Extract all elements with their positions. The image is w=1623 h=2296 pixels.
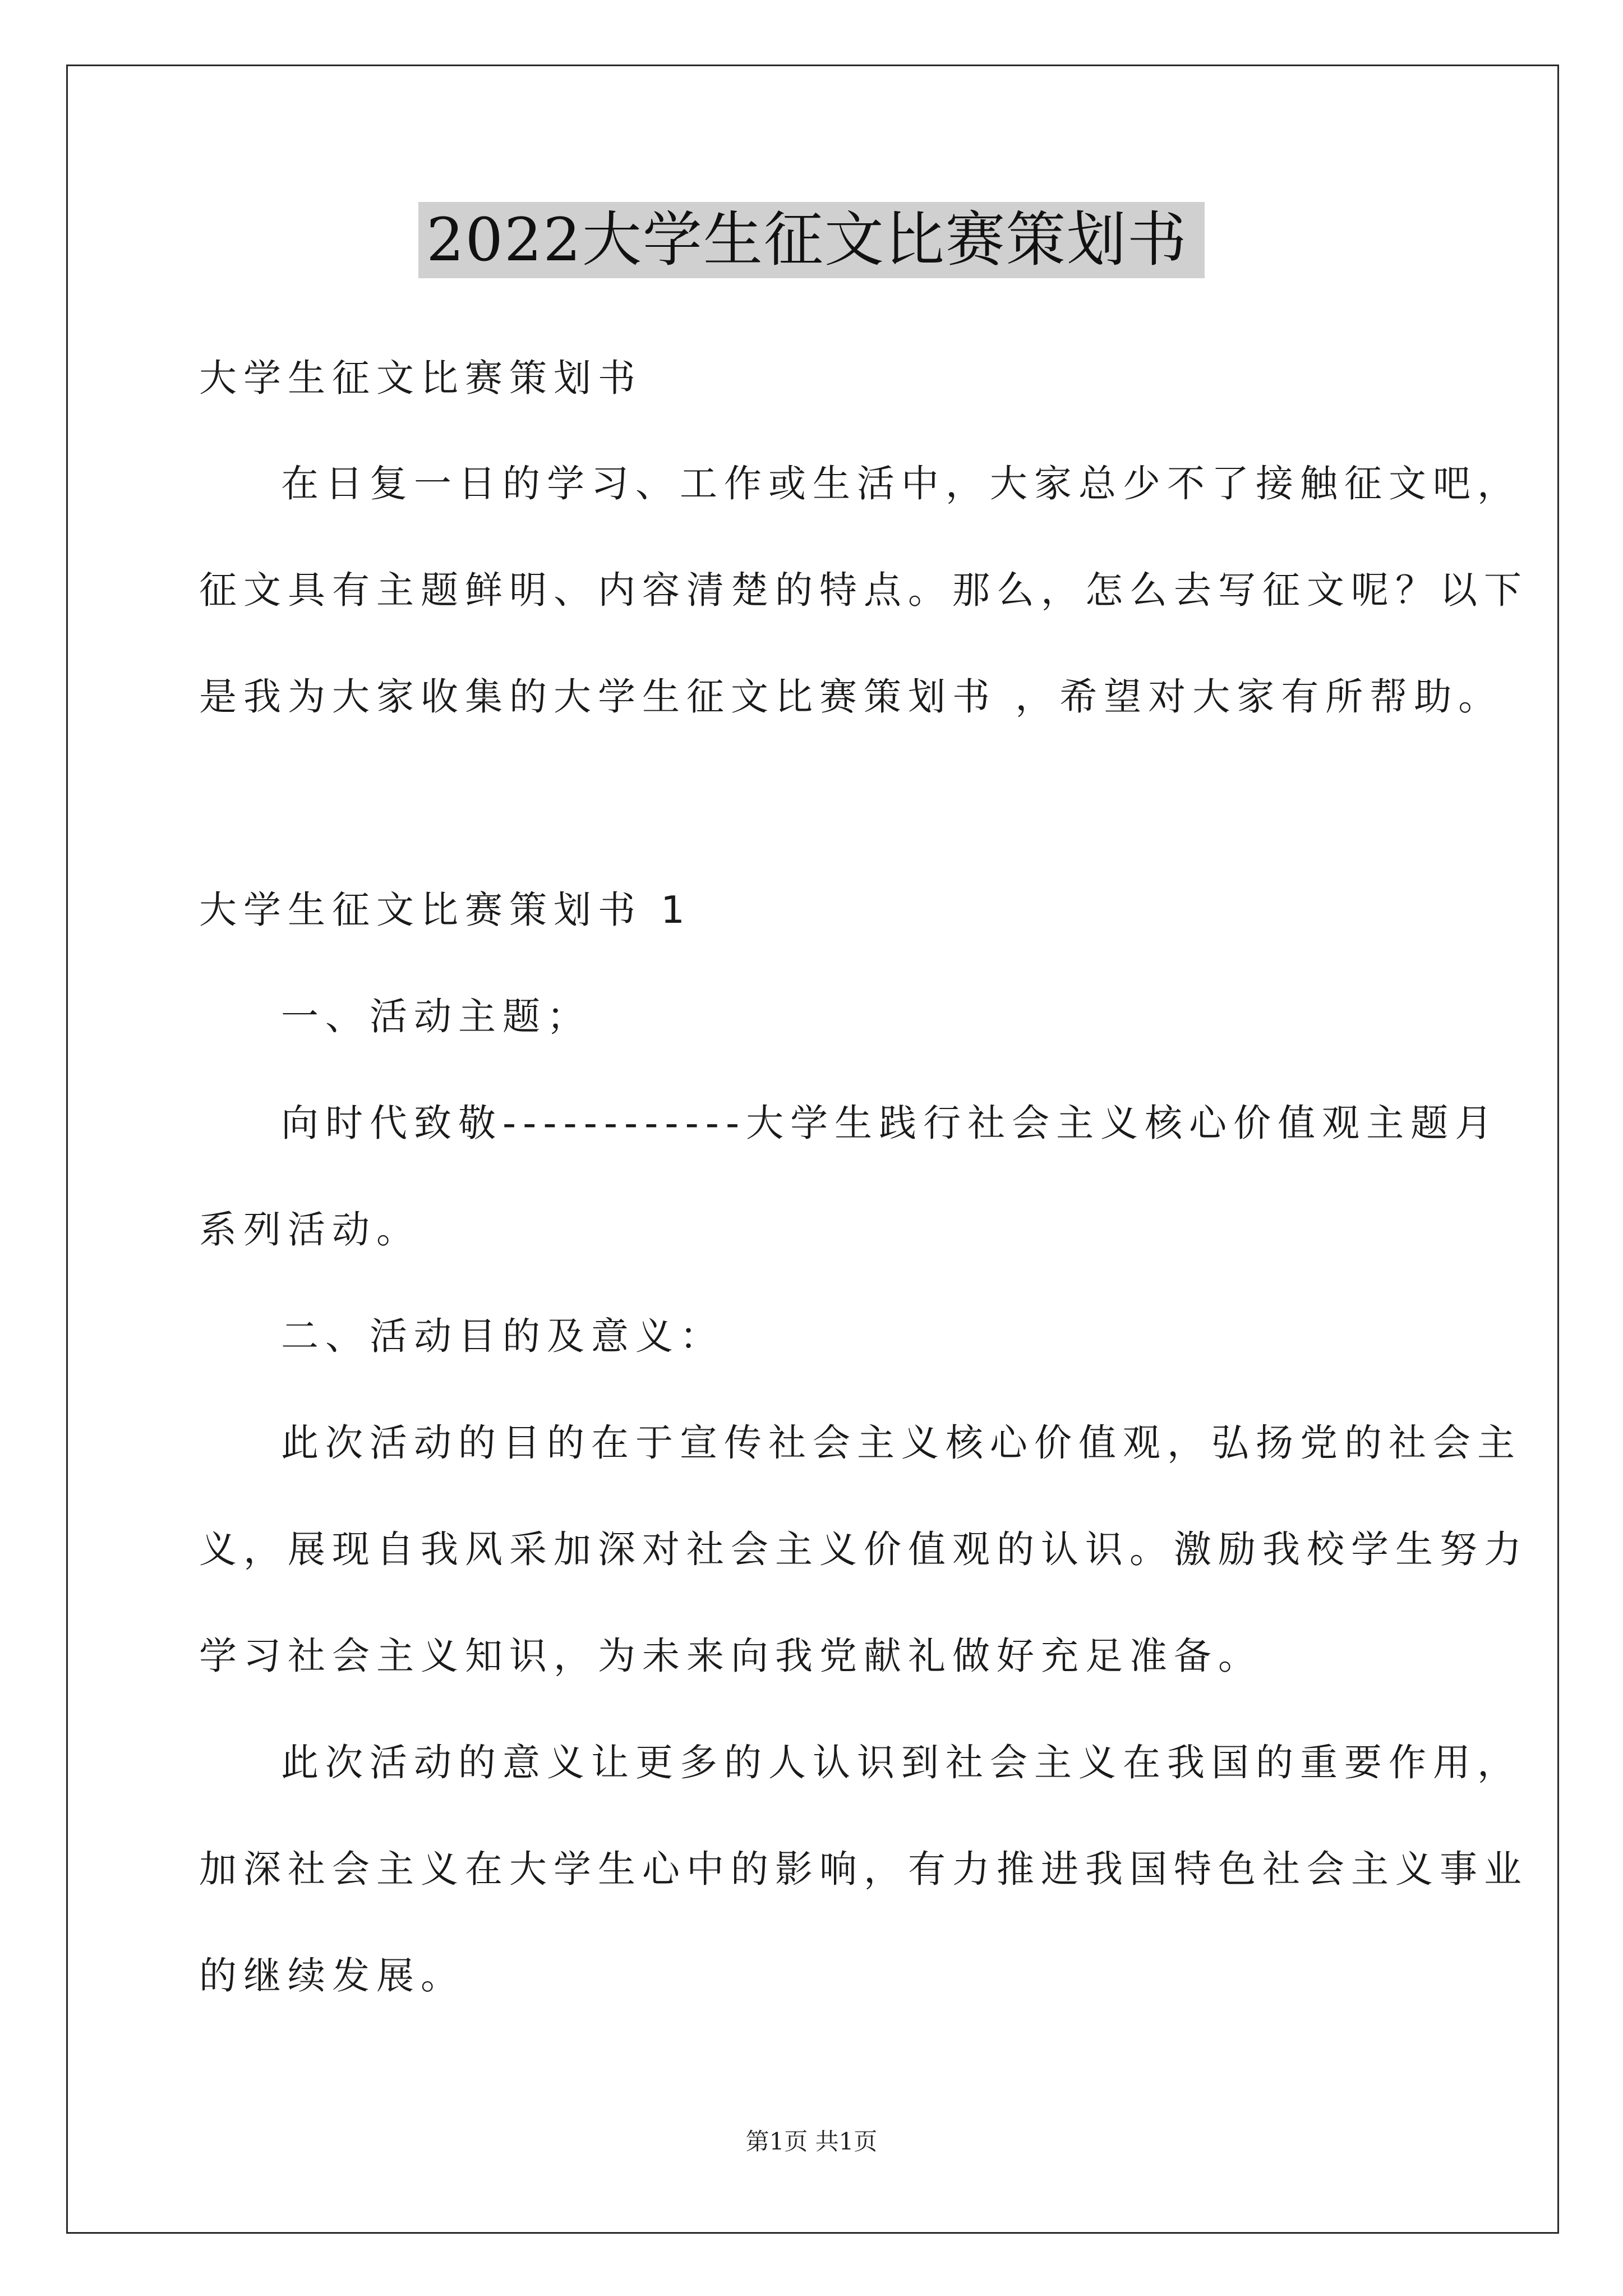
paragraph-line: 征文具有主题鲜明、内容清楚的特点。那么，怎么去写征文呢？以下 [199,568,1528,612]
section-heading: 大学生征文比赛策划书 1 [199,888,691,932]
paragraph-line: 的继续发展。 [199,1954,465,1998]
paragraph-line: 学习社会主义知识，为未来向我党献礼做好充足准备。 [199,1634,1262,1678]
paragraph-line: 加深社会主义在大学生心中的影响，有力推进我国特色社会主义事业 [199,1847,1528,1891]
paragraph-line: 向时代致敬------------大学生践行社会主义核心价值观主题月 [281,1101,1500,1145]
paragraph-line: 系列活动。 [199,1208,421,1251]
paragraph-line: 在日复一日的学习、工作或生活中，大家总少不了接触征文吧， [281,462,1521,505]
document-title-text: 2022大学生征文比赛策划书 [418,202,1205,278]
paragraph-line: 二、活动目的及意义： [281,1314,724,1358]
document-title [0,202,1623,278]
paragraph-line: 此次活动的意义让更多的人认识到社会主义在我国的重要作用， [281,1741,1521,1784]
paragraph-line: 一、活动主题； [281,995,591,1038]
paragraph-line: 义，展现自我风采加深对社会主义价值观的认识。激励我校学生努力 [199,1527,1528,1571]
subtitle-line: 大学生征文比赛策划书 [199,356,642,400]
page-number-footer: 第1页 共1页 [745,2128,878,2155]
paragraph-line: 是我为大家收集的大学生征文比赛策划书 ，希望对大家有所帮助。 [199,675,1503,719]
paragraph-line: 此次活动的目的在于宣传社会主义核心价值观，弘扬党的社会主 [281,1421,1521,1465]
